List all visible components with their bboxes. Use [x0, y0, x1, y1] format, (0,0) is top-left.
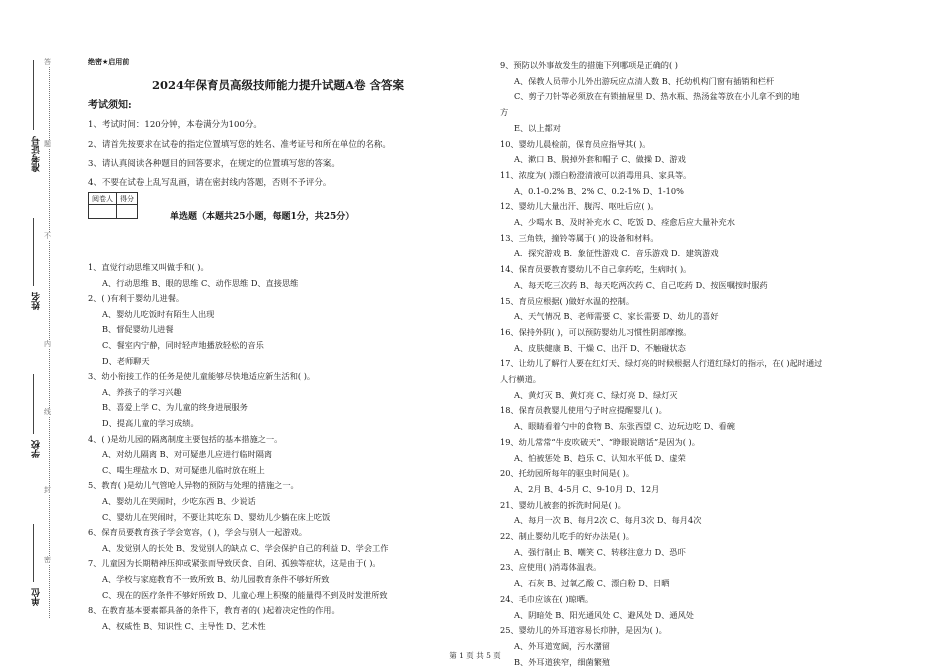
question-line: 19、幼儿常常“牛皮吹破天”、“睁眼说瞎话”是因为( )。 — [500, 436, 700, 447]
name-label: 姓名 — [32, 292, 42, 310]
question-line: C、喝生理盐水 D、对可疑患儿临时放在班上 — [102, 464, 265, 475]
question-line: A、天气情况 B、老师需要 C、家长需要 D、幼儿的喜好 — [514, 311, 719, 322]
reviewer-cell[interactable] — [89, 205, 117, 219]
notice-item: 4、不要在试卷上乱写乱画，请在密封线内答题，否则不予评分。 — [88, 178, 332, 188]
seal-mark: 线 — [44, 408, 51, 416]
question-line: A、行动思维 B、眼的思维 C、动作思维 D、直接思维 — [102, 277, 299, 288]
question-line: 15、育员应根据( )做好水温的控制。 — [500, 295, 635, 306]
question-line: 24、毛巾应该在( )晾晒。 — [500, 593, 594, 604]
question-line: 22、制止婴幼儿吃手的好办法是( )。 — [500, 531, 635, 541]
notice-item: 3、请认真阅读各种题目的回答要求，在规定的位置填写您的答案。 — [88, 159, 340, 169]
question-line: 17、让幼儿了解行人要在红灯天、绿灯亮的时候根据人行道红绿灯的指示，在( )起时通过 — [500, 358, 823, 369]
question-line: E、以上都对 — [514, 122, 561, 133]
question-line: 18、保育员教婴儿使用勺子时应提醒婴儿( )。 — [500, 405, 667, 416]
question-line: 4、( )是幼儿园的隔离制度主要包括的基本措施之一。 — [88, 433, 283, 444]
question-line: A、每月一次 B、每月2次 C、每月3次 D、每月4次 — [514, 515, 702, 526]
question-line: 14、保育员要教育婴幼儿不自己拿药吃，生病时( )。 — [500, 264, 692, 275]
question-line: C、剪子刀针等必须放在有锁抽屉里 D、热水瓶、热汤盆等放在小儿拿不到的地 — [514, 91, 800, 102]
question-line: B、外耳道狭窄，细菌繁殖 — [514, 656, 611, 667]
question-line: A、学校与家庭教育不一致所致 B、幼儿园教育条件不够好所致 — [102, 574, 330, 584]
question-line: 11、浓度为( )漂白粉澄清液可以消毒用具、家具等。 — [500, 169, 692, 180]
question-line: A、2月 B、4-5月 C、9-10月 D、12月 — [514, 483, 660, 494]
question-line: A、阴暗处 B、阳光通风处 C、避风处 D、通风处 — [514, 609, 694, 620]
question-line: B、督促婴幼儿进餐 — [102, 324, 174, 335]
question-line: A、眼睛看着勺中的食物 B、东张西望 C、边玩边吃 D、看碗 — [514, 421, 735, 432]
question-line: 9、预防以外事故发生的措施下列哪项是正确的( ) — [500, 60, 678, 70]
page-title: 2024年保育员高级技师能力提升试题A卷 含答案 — [152, 78, 404, 92]
score-cell[interactable] — [117, 205, 138, 219]
question-line: A、每天吃三次药 B、每天吃两次药 C、自己吃药 D、按医嘱按时服药 — [514, 279, 768, 290]
seal-mark: 内 — [44, 340, 51, 348]
question-line: 23、应使用( )消毒体温表。 — [500, 562, 602, 573]
question-line: 10、婴幼儿晨检前，保育员应指导其( )。 — [500, 138, 651, 149]
seal-mark: 封 — [44, 486, 51, 494]
question-line: C、婴幼儿在哭闹时，不要让其吃东 D、婴幼儿少躺在床上吃饭 — [102, 511, 331, 522]
question-line: A、0.1-0.2% B、2% C、0.2-1% D、1-10% — [514, 185, 684, 196]
notice-item: 1、考试时间：120分钟，本卷满分为100分。 — [88, 120, 262, 130]
question-line: 7、儿童因为长期精神压抑或紧张而导致厌食、自闭、孤独等症状，这是由于( )。 — [88, 558, 381, 569]
notice-title: 考试须知: — [88, 100, 132, 111]
question-line: A．探究游戏 B．象征性游戏 C．音乐游戏 D．建筑游戏 — [514, 248, 719, 259]
seal-mark: 题 — [44, 140, 51, 148]
score-label: 得分 — [117, 193, 138, 205]
question-line: C、餐室内宁静，同时轻声地播放轻松的音乐 — [102, 340, 264, 350]
question-line: B、喜爱上学 C、为儿童的终身进展服务 — [102, 402, 248, 413]
question-line: A、外耳道宽阔，污水潴留 — [514, 640, 610, 651]
seal-mark: 密 — [44, 556, 51, 564]
question-line: A、发觉别人的长处 B、发觉别人的缺点 C、学会保护自己的利益 D、学会工作 — [102, 542, 389, 553]
question-line: 21、婴幼儿被套的拆洗时间是( )。 — [500, 499, 626, 510]
question-line: 2、( )有利于婴幼儿进餐。 — [88, 293, 185, 304]
question-line: 13、三角铁，撞铃等属于( )的设备和材料。 — [500, 232, 659, 243]
page-footer: 第 1 页 共 5 页 — [449, 651, 501, 660]
question-line: A、怕被惩处 B、趋乐 C、认知水平低 D、虚荣 — [514, 452, 686, 463]
question-line: A、对幼儿隔离 B、对可疑患儿应进行临时隔离 — [102, 449, 273, 460]
binding-strip — [0, 0, 66, 671]
question-line: 3、幼小衔接工作的任务是使儿童能够尽快地适应新生活和( )。 — [88, 371, 316, 382]
question-line: 6、保育员要教育孩子学会宽容，( )，学会与别人一起游戏。 — [88, 527, 307, 538]
question-line: 人行横道。 — [500, 374, 541, 384]
admission-number-label: 准考证号 — [32, 136, 42, 172]
question-line: 1、直觉行动思维又叫做手和( )。 — [88, 262, 209, 272]
secret-mark: 绝密★启用前 — [88, 58, 130, 66]
question-line: A、权威性 B、知识性 C、主导性 D、艺术性 — [102, 620, 266, 631]
question-line: 20、托幼园所每年的驱虫时间是( )。 — [500, 468, 635, 479]
seal-mark: 不 — [44, 232, 51, 240]
question-line: 25、婴幼儿的外耳道容易长疖肿，是因为( )。 — [500, 625, 667, 636]
seal-mark: 答 — [44, 58, 51, 66]
name-field[interactable] — [33, 218, 34, 286]
question-line: 8、在教育基本要素都具备的条件下，教育者的( )起着决定性的作用。 — [88, 605, 340, 616]
question-line: A、石灰 B、过氧乙酸 C、漂白粉 D、日晒 — [514, 578, 670, 589]
unit-label: 单位 — [32, 588, 42, 606]
question-line: 5、教育( )是幼儿气管呛人异物的预防与处理的措施之一。 — [88, 480, 299, 491]
question-line: C、现在的医疗条件不够好所致 D、儿童心理上积聚的能量得不到及时发泄所致 — [102, 589, 388, 600]
section-title: 单选题（本题共25小题，每题1分，共25分） — [170, 212, 355, 222]
reviewer-label: 阅卷人 — [89, 193, 117, 205]
question-line: D、提高儿童的学习成绩。 — [102, 418, 199, 428]
question-line: 方 — [500, 107, 509, 118]
question-line: A、婴幼儿在哭闹时，少吃东西 B、少说话 — [102, 496, 256, 506]
question-line: A、婴幼儿吃饭时有陌生人出现 — [102, 308, 215, 319]
question-line: D、老师聊天 — [102, 355, 150, 366]
question-line: A、养孩子的学习兴趣 — [102, 386, 182, 397]
question-line: A、保教人员带小儿外出游玩应点清人数 B、托幼机构门窗有插销和栏杆 — [514, 75, 775, 86]
question-line: A、黄灯灭 B、黄灯亮 C、绿灯亮 D、绿灯灭 — [514, 389, 678, 400]
school-label: 学校 — [32, 440, 42, 458]
question-line: A、少喝水 B、及时补充水 C、吃饭 D、痊愈后应大量补充水 — [514, 217, 735, 227]
notice-item: 2、请首先按要求在试卷的指定位置填写您的姓名、准考证号和所在单位的名称。 — [88, 140, 391, 150]
question-line: 16、保持外阴( )，可以预防婴幼儿习惯性阴部摩擦。 — [500, 326, 692, 337]
unit-field[interactable] — [33, 524, 34, 582]
question-line: 12、婴幼儿大量出汗、腹泻、呕吐后应( )。 — [500, 201, 659, 212]
question-line: A、强行制止 B、嘲笑 C、转移注意力 D、恐吓 — [514, 546, 686, 557]
question-line: A、皮肤健康 B、干燥 C、出汗 D、不触碰状态 — [514, 342, 686, 353]
school-field[interactable] — [33, 374, 34, 434]
score-box — [88, 192, 138, 219]
admission-number-field[interactable] — [33, 60, 34, 130]
question-line: A、漱口 B、脱掉外套和帽子 C、做操 D、游戏 — [514, 154, 686, 165]
